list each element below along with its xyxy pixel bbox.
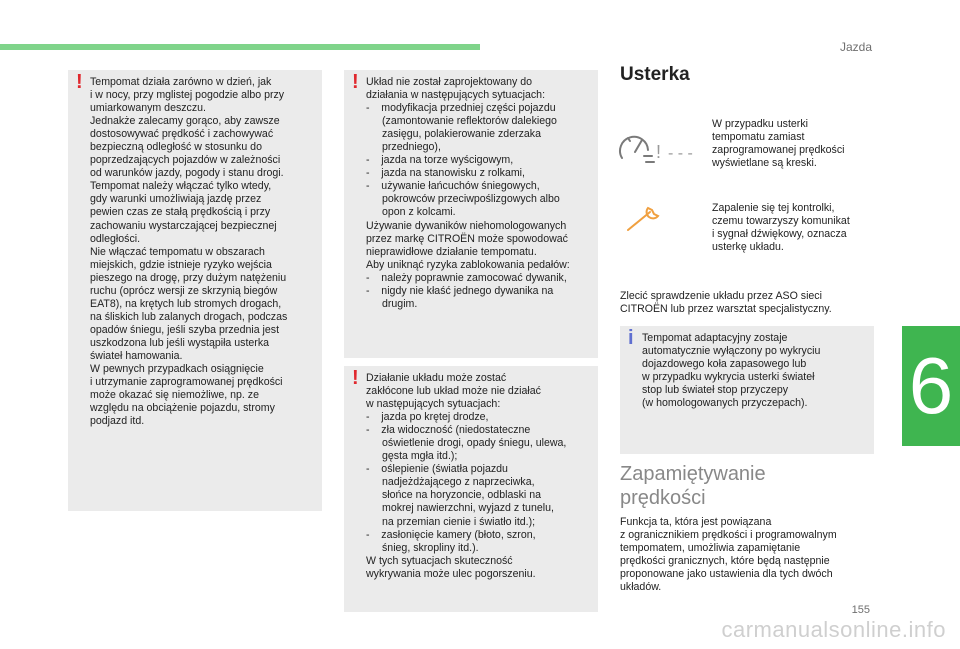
warning-icon: ! <box>76 71 83 93</box>
page-number: 155 <box>851 604 870 616</box>
zapamietywanie-text: Funkcja ta, która jest powiązana z ogranicznikiem prędkości i programowalnym tempomatem, umożliwia zapamiętanie prędkości granicznych, które będą następnie proponowane jako ustawienia dla tych dwóch układów. <box>620 516 837 594</box>
outro-text: W tych sytuacjach skuteczność wykrywania może ulec pogorszeniu. <box>366 554 536 580</box>
list-item: - oślepienie (światła pojazdu nadjeżdżającego z naprzeciwka, słońce na horyzoncie, odblaski na mokrej nawierzchni, wyjazd z tunelu, na przemian cienie i światło itd.); <box>366 463 554 528</box>
fault-dashes-caption: W przypadku usterki tempomatu zamiast zaprogramowanej prędkości wyświetlane są kreski. <box>712 118 845 170</box>
service-advice-text: Zlecić sprawdzenie układu przez ASO sieci CITROËN lub przez warsztat specjalistyczny. <box>620 290 832 316</box>
warning-text <box>366 76 592 311</box>
list-item: - jazda na torze wyścigowym, <box>366 154 514 167</box>
dashes-text: - - - <box>668 145 693 162</box>
warning-icon: ! <box>352 71 359 93</box>
section-heading-usterka: Usterka <box>620 64 690 85</box>
list-item: - należy poprawnie zamocować dywanik, <box>366 271 567 284</box>
info-box-adaptive <box>620 326 874 454</box>
list-item: - używanie łańcuchów śniegowych, pokrowców przeciwpoślizgowych albo opon z kolcami. <box>366 180 560 219</box>
list-item: - jazda po krętej drodze, <box>366 411 489 424</box>
list-item: - nigdy nie kłaść jednego dywanika na drugim. <box>366 284 554 310</box>
svg-text:!: ! <box>656 142 662 162</box>
info-icon: i <box>628 327 634 349</box>
warning-text: Tempomat działa zarówno w dzień, jak i w nocy, przy mglistej pogodzie albo przy umiarkowanym deszczu. Jednakże zalecamy gorąco, aby zawsze dostosowywać prędkość i zachowywać bezpieczną odległość w stosunku do poprzedzających pojazdów w zależności od warunków jazdy, pogody i stanu drogi. Tempomat należy włączać tylko wtedy, gdy warunki umożliwiają jazdę przez pewien czas ze stałą prędkością i przy zachowaniu wystarczającej bezpiecznej odległości. Nie włączać tempomatu w obszarach miejskich, gdzie istnieje ryzyko wejścia pieszego na drogę, przy dużym natężeniu ruchu (oprócz wersji ze skrzynią biegów EAT8), na krętych lub stromych drogach, na śliskich lub zalanych drogach, podczas opadów śniegu, jeśli szyba przednia jest uszkodzona lub jeśli wystąpiła usterka świateł hamowania. W pewnych przypadkach osiągnięcie i utrzymanie zaprogramowanej prędkości może okazać się niemożliwe, np. ze względu na obciążenie pojazdu, stromy podjazd itd. <box>90 76 288 428</box>
list-item: - zasłonięcie kamery (błoto, szron, śnieg, skropliny itd.). <box>366 528 536 554</box>
chapter-side-tab: 6 <box>902 326 960 446</box>
wrench-warning-icon <box>626 204 666 239</box>
fault-warning-caption: Zapalenie się tej kontrolki, czemu towarzyszy komunikat i sygnał dźwiękowy, oznacza usterkę układu. <box>712 202 850 254</box>
intro-text: Działanie układu może zostać zakłócone lub układ może nie działać w następujących sytuacjach: <box>366 372 541 411</box>
list-item: - jazda na stanowisku z rolkami, <box>366 167 525 180</box>
section-heading-zapamietywanie: Zapamiętywanie prędkości <box>620 463 766 509</box>
chapter-color-bar <box>0 44 480 50</box>
warning-box-disturbances <box>344 366 598 612</box>
warning-text <box>366 372 592 581</box>
info-text: Tempomat adaptacyjny zostaje automatycznie wyłączony po wykryciu dojazdowego koła zapasowego lub w przypadku wykrycia usterki świateł stop lub świateł stop przyczepy (w homologowanych przyczepach). <box>642 332 821 410</box>
mats-text: Używanie dywaników niehomologowanych przez markę CITROËN może spowodować nieprawidłowe działanie tempomatu. Aby uniknąć ryzyka zablokowania pedałów: <box>366 219 570 271</box>
warning-box-not-designed <box>344 70 598 358</box>
intro-text: Układ nie został zaprojektowany do działania w następujących sytuacjach: <box>366 76 546 102</box>
watermark: carmanualsonline.info <box>721 617 946 642</box>
warning-box-usage-conditions <box>68 70 322 511</box>
list-item: - zła widoczność (niedostateczne oświetlenie drogi, opady śniegu, ulewa, gęsta mgła itd.); <box>366 424 567 463</box>
warning-icon: ! <box>352 367 359 389</box>
cruise-control-fault-icon <box>616 128 706 173</box>
chapter-title: Jazda <box>839 40 872 54</box>
list-item: - modyfikacja przedniej części pojazdu (zamontowanie reflektorów dalekiego zasięgu, polakierowanie zderzaka przedniego), <box>366 102 557 154</box>
